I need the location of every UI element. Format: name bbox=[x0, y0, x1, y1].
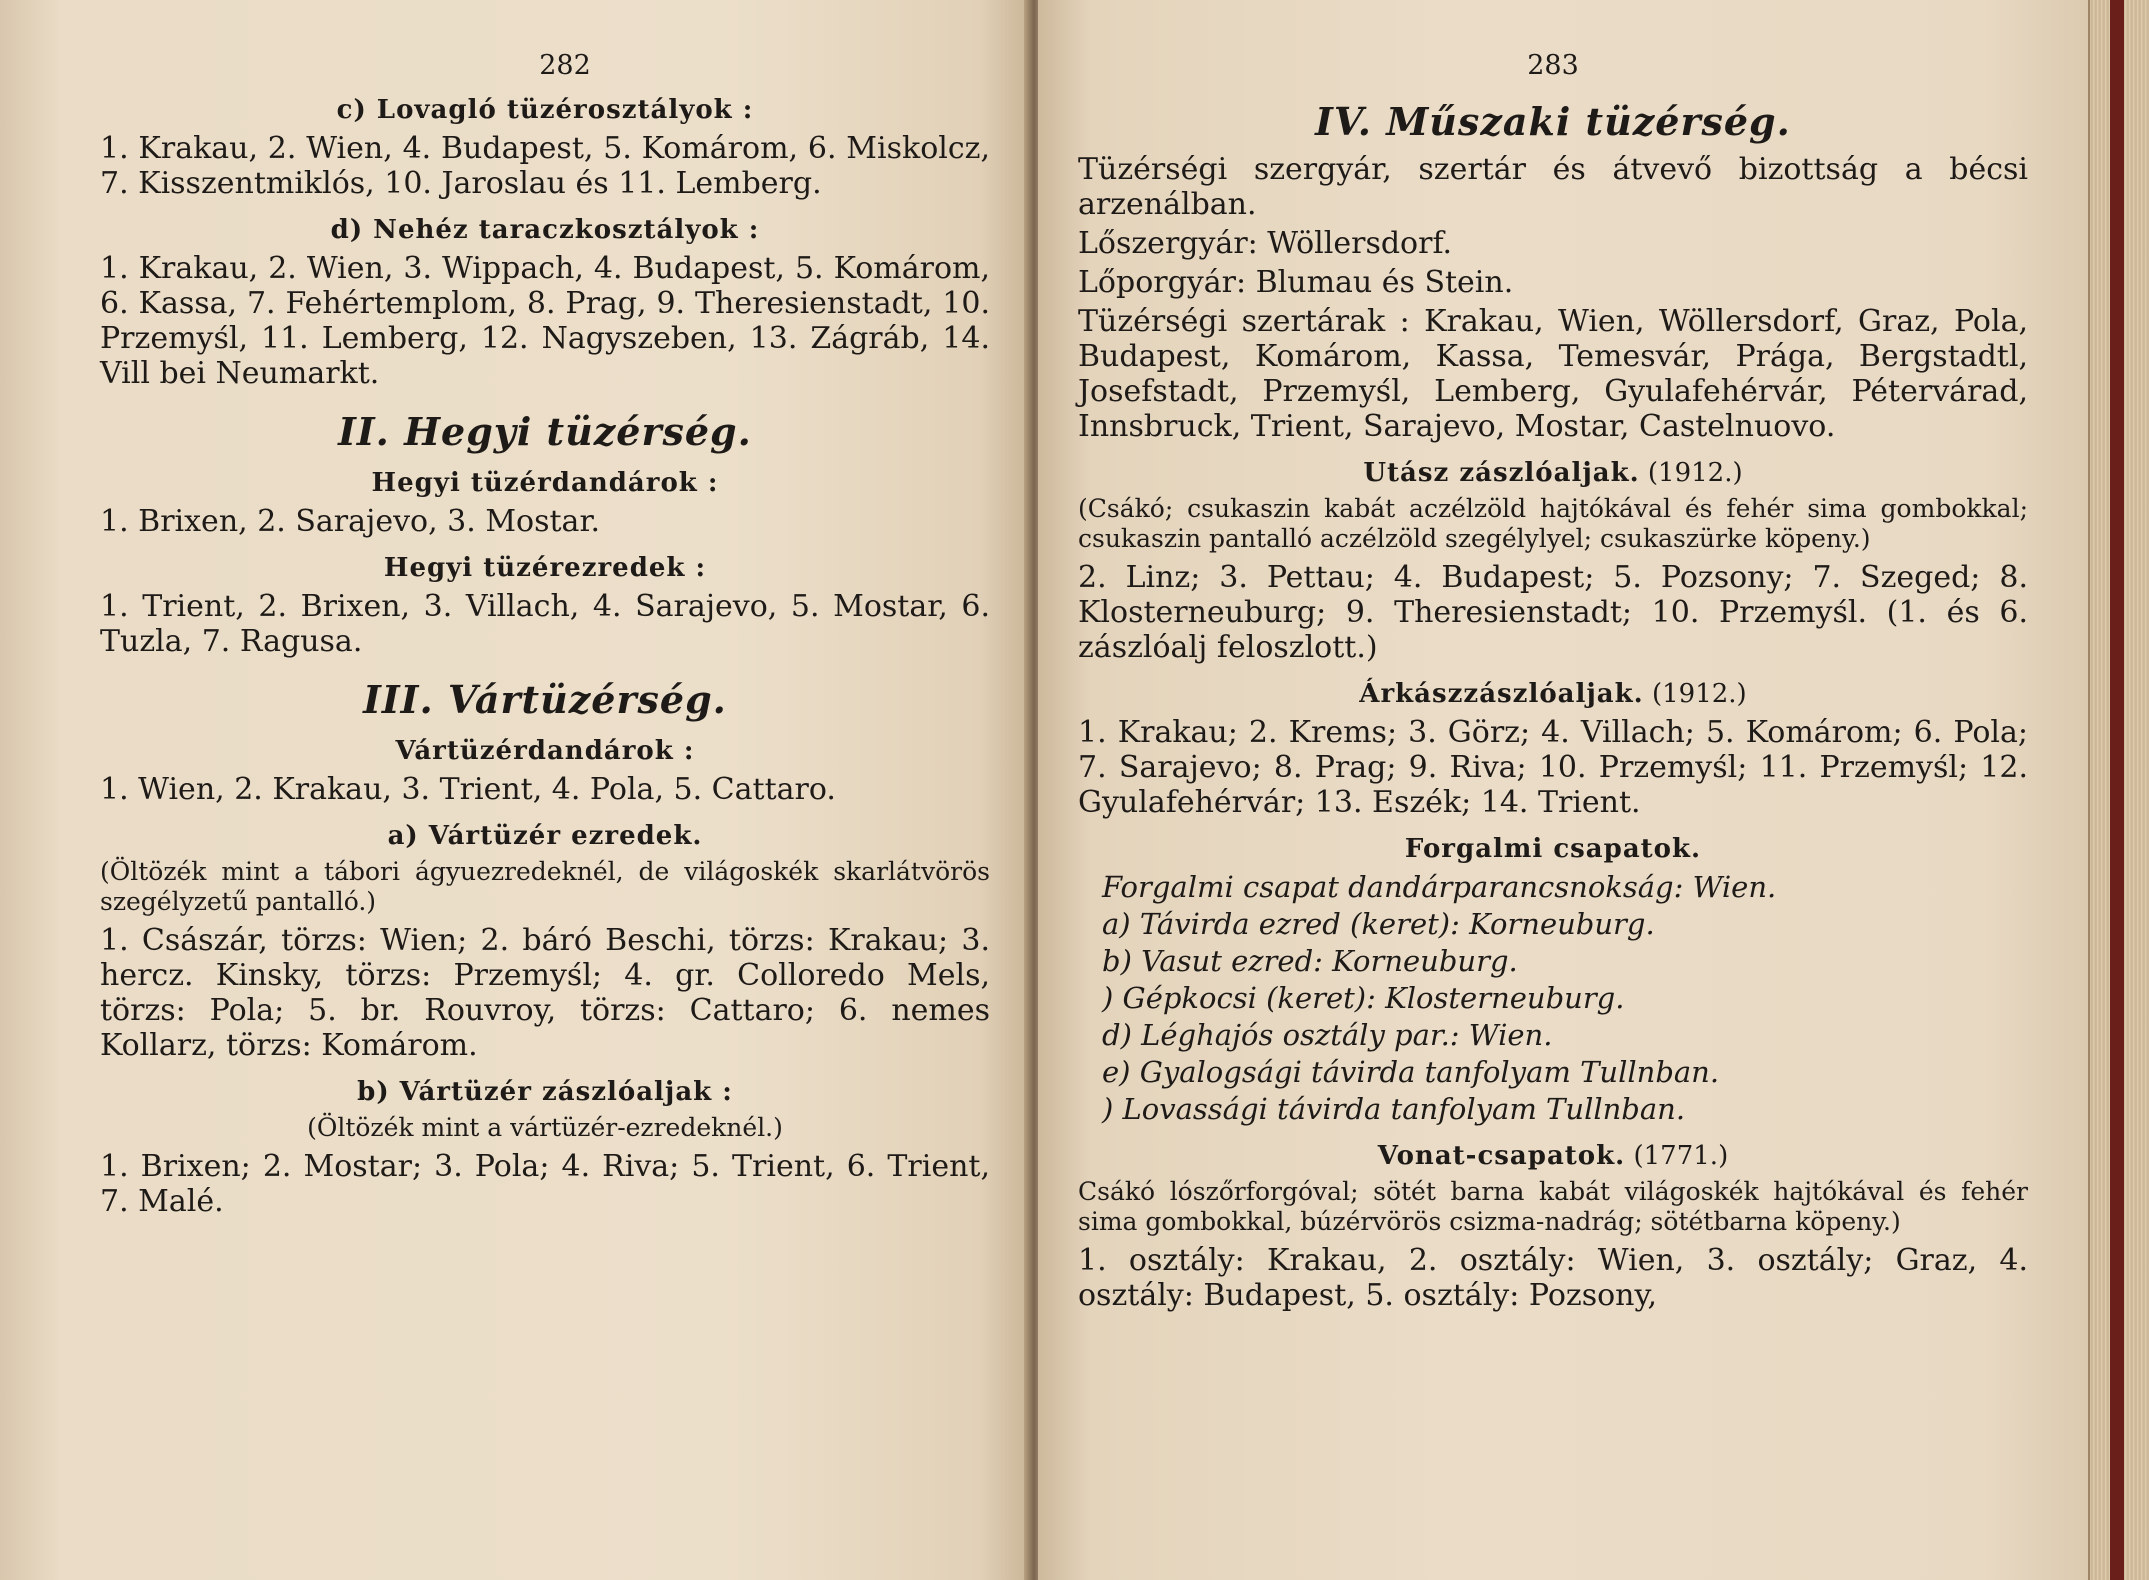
page-number-right: 283 bbox=[1527, 50, 1579, 81]
unit-entry: e) Gyalogsági távirda tanfolyam Tullnban. bbox=[1102, 1055, 1720, 1089]
bookmark-ribbon bbox=[2110, 0, 2124, 1580]
chapter-title: III. Vártüzérség. bbox=[363, 677, 727, 722]
chapter-title: II. Hegyi tüzérség. bbox=[338, 409, 752, 454]
paragraph: 1. Brixen; 2. Mostar; 3. Pola; 4. Riva; 5. Trient, 6. Trient, 7. Malé. bbox=[100, 1149, 990, 1219]
left-page bbox=[0, 0, 1030, 1580]
uniform-note: (Csákó; csukaszin kabát aczélzöld hajtókával és fehér sima gombokkal; csukaszin pantalló aczélzöld szegélylyel; csukaszürke köpeny.) bbox=[1078, 494, 2028, 553]
unit-entry: a) Távirda ezred (keret): Korneuburg. bbox=[1102, 907, 1655, 941]
paragraph: 1. Brixen, 2. Sarajevo, 3. Mostar. bbox=[100, 504, 601, 539]
section-heading: Hegyi tüzérezredek : bbox=[383, 553, 707, 583]
uniform-note: (Öltözék mint a vártüzér-ezredeknél.) bbox=[307, 1113, 783, 1142]
section-heading: a) Vártüzér ezredek. bbox=[387, 821, 703, 851]
section-heading: Forgalmi csapatok. bbox=[1404, 834, 1702, 864]
heading-year: (1912.) bbox=[1643, 679, 1747, 709]
paragraph: Lőporgyár: Blumau és Stein. bbox=[1078, 265, 1514, 300]
paragraph: 1. Krakau; 2. Krems; 3. Görz; 4. Villach; 5. Komárom; 6. Pola; 7. Sarajevo; 8. Prag; 9. Riva; 10. Przemyśl; 11. Przemyśl; 12. Gyulafehérvár; 13. Eszék; 14. Trient. bbox=[1078, 715, 2028, 820]
section-heading: Hegyi tüzérdandárok : bbox=[371, 468, 719, 498]
chapter-title: IV. Műszaki tüzérség. bbox=[1315, 99, 1791, 144]
left-page-content bbox=[100, 95, 990, 1219]
heading-year: (1912.) bbox=[1639, 458, 1743, 488]
page-number-left: 282 bbox=[539, 50, 591, 81]
unit-entry: ) Gépkocsi (keret): Klosterneuburg. bbox=[1102, 981, 1625, 1015]
unit-entry: b) Vasut ezred: Korneuburg. bbox=[1102, 944, 1518, 978]
unit-entry: Forgalmi csapat dandárparancsnokság: Wien. bbox=[1102, 870, 1777, 904]
heading-text: Utász zászlóaljak. bbox=[1363, 458, 1640, 488]
paragraph: 1. Wien, 2. Krakau, 3. Trient, 4. Pola, 5. Cattaro. bbox=[100, 772, 836, 807]
section-heading bbox=[1078, 679, 2028, 709]
right-page bbox=[1038, 0, 2088, 1580]
uniform-note: (Öltözék mint a tábori ágyuezredeknél, de világoskék skarlátvörös szegélyzetű pantalló.) bbox=[100, 857, 990, 916]
paragraph: 1. osztály: Krakau, 2. osztály: Wien, 3. osztály; Graz, 4. osztály: Budapest, 5. osztály: Pozsony, bbox=[1078, 1243, 2028, 1313]
paragraph: 1. Trient, 2. Brixen, 3. Villach, 4. Sarajevo, 5. Mostar, 6. Tuzla, 7. Ragusa. bbox=[100, 589, 990, 659]
section-heading: Vártüzérdandárok : bbox=[395, 736, 695, 766]
paragraph: Tüzérségi szergyár, szertár és átvevő bizottság a bécsi arzenálban. bbox=[1078, 152, 2028, 222]
paragraph: Tüzérségi szertárak : Krakau, Wien, Wöllersdorf, Graz, Pola, Budapest, Komárom, Kassa, Temesvár, Prága, Bergstadtl, Josefstadt, Przemyśl, Lemberg, Gyulafehérvár, Pétervárad, Innsbruck, Trient, Sarajevo, Mostar, Castelnuovo. bbox=[1078, 304, 2028, 444]
section-heading bbox=[1078, 458, 2028, 488]
heading-year: (1771.) bbox=[1625, 1141, 1729, 1171]
uniform-note: Csákó lószőrforgóval; sötét barna kabát világoskék hajtókával és fehér sima gombokkal, búzérvörös csizma-nadrág; sötétbarna köpeny.) bbox=[1078, 1177, 2028, 1236]
section-heading: d) Nehéz taraczkosztályok : bbox=[330, 215, 760, 245]
right-page-content bbox=[1078, 99, 2028, 1313]
unit-entry: d) Léghajós osztály par.: Wien. bbox=[1102, 1018, 1553, 1052]
paragraph: 1. Császár, törzs: Wien; 2. báró Beschi, törzs: Krakau; 3. hercz. Kinsky, törzs: Przemyśl; 4. gr. Colloredo Mels, törzs: Pola; 5. br. Rouvroy, törzs: Cattaro; 6. nemes Kollarz, törzs: Komárom. bbox=[100, 923, 990, 1063]
paragraph: Lőszergyár: Wöllersdorf. bbox=[1078, 226, 1453, 261]
heading-text: Vonat-csapatok. bbox=[1377, 1141, 1626, 1171]
unit-entry: ) Lovassági távirda tanfolyam Tullnban. bbox=[1102, 1092, 1686, 1126]
heading-text: Árkászzászlóaljak. bbox=[1359, 679, 1644, 709]
paragraph: 1. Krakau, 2. Wien, 3. Wippach, 4. Budapest, 5. Komárom, 6. Kassa, 7. Fehértemplom, 8. Prag, 9. Theresienstadt, 10. Przemyśl, 11. Lemberg, 12. Nagyszeben, 13. Zágráb, 14. Vill bei Neumarkt. bbox=[100, 251, 990, 391]
section-heading bbox=[1078, 1141, 2028, 1171]
paragraph: 2. Linz; 3. Pettau; 4. Budapest; 5. Pozsony; 7. Szeged; 8. Klosterneuburg; 9. Theresienstadt; 10. Przemyśl. (1. és 6. zászlóalj feloszlott.) bbox=[1078, 560, 2028, 665]
section-heading: c) Lovagló tüzérosztályok : bbox=[336, 95, 754, 125]
paragraph: 1. Krakau, 2. Wien, 4. Budapest, 5. Komárom, 6. Miskolcz, 7. Kisszentmiklós, 10. Jaroslau és 11. Lemberg. bbox=[100, 131, 990, 201]
section-heading: b) Vártüzér zászlóaljak : bbox=[357, 1077, 733, 1107]
